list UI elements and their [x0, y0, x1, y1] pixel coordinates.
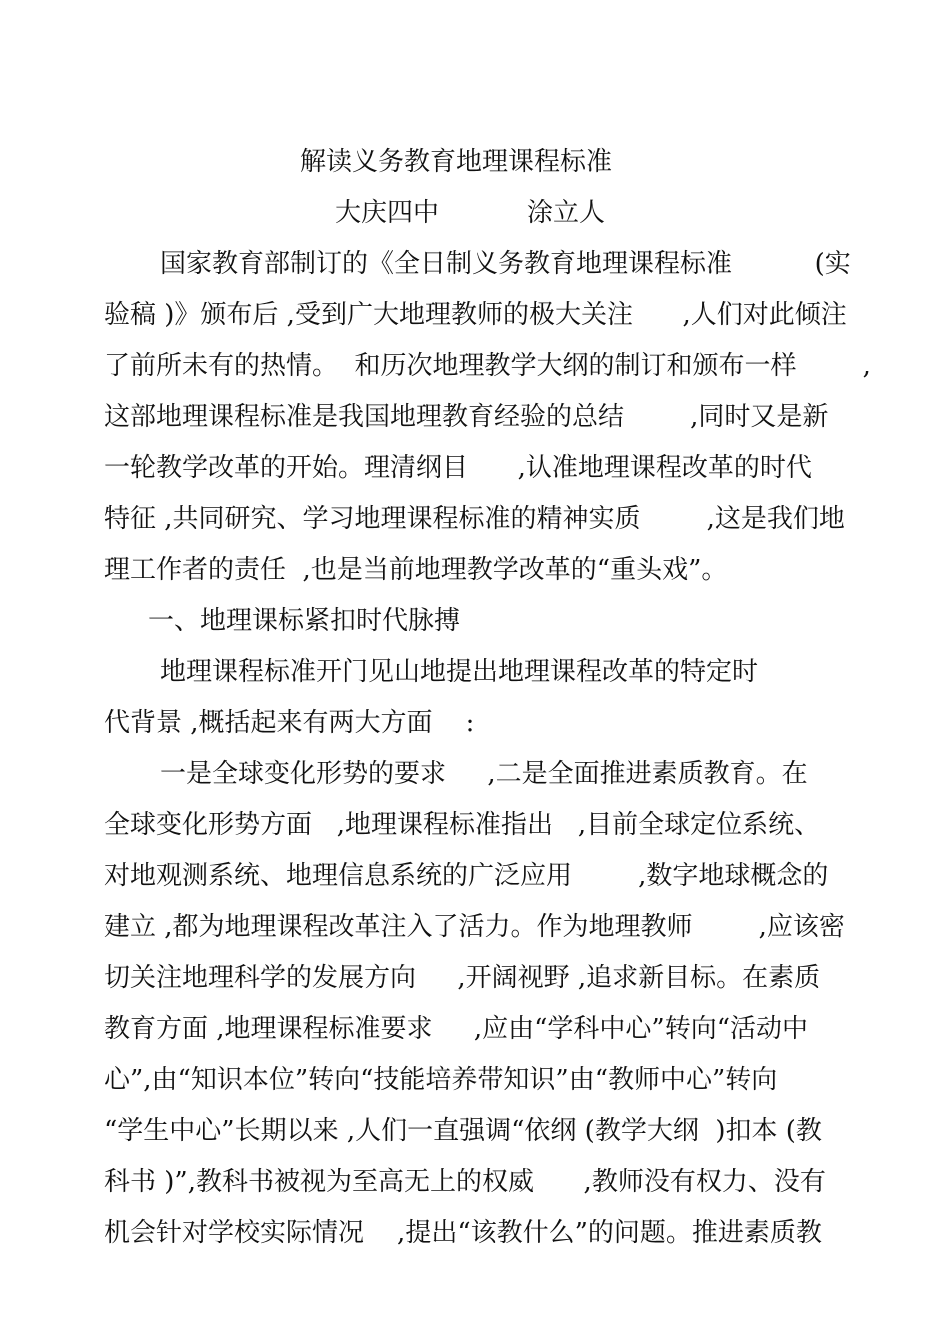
section-heading: 一、地理课标紧扣时代脉搏 [148, 606, 461, 636]
paragraph-line: 特征 ,共同研究、学习地理课程标准的精神实质 ,这是我们地 [104, 504, 845, 534]
paragraph-line: 切关注地理科学的发展方向 ,开阔视野 ,追求新目标。在素质 [104, 963, 821, 993]
paragraph-line: 科书 )”,教科书被视为至高无上的权威 ,教师没有权力、没有 [104, 1167, 826, 1197]
paragraph-line: 建立 ,都为地理课程改革注入了活力。作为地理教师 ,应该密 [104, 912, 845, 942]
paragraph-line: 验稿 )》颁布后 ,受到广大地理教师的极大关注 ,人们对此倾注 [104, 300, 847, 330]
author-name: 涂立人 [527, 198, 606, 228]
paragraph-line: 理工作者的责任 ,也是当前地理教学改革的“重头戏”。 [104, 555, 728, 585]
paragraph-line: “学生中心”长期以来 ,人们一直强调“依纲 (教学大纲 )扣本 (教 [104, 1116, 822, 1146]
paragraph-line: 对地观测系统、地理信息系统的广泛应用 ,数字地球概念的 [104, 861, 829, 891]
paragraph-line: 全球变化形势方面 ,地理课程标准指出 ,目前全球定位系统、 [104, 810, 821, 840]
paragraph-line: 代背景 ,概括起来有两大方面 : [104, 708, 475, 738]
paragraph-line: 地理课程标准开门见山地提出地理课程改革的特定时 [160, 657, 759, 687]
paragraph-line: 一是全球变化形势的要求 ,二是全面推进素质教育。在 [160, 759, 808, 789]
paragraph-line: 一轮教学改革的开始。理清纲目 ,认准地理课程改革的时代 [104, 453, 812, 483]
school-name: 大庆四中 [335, 198, 440, 228]
paragraph-line: 教育方面 ,地理课程标准要求 ,应由“学科中心”转向“活动中 [104, 1014, 808, 1044]
paragraph-line: 国家教育部制订的《全日制义务教育地理课程标准 (实 [160, 249, 851, 279]
paragraph-line: 了前所未有的热情。 和历次地理教学大纲的制订和颁布一样 , [104, 351, 871, 381]
document-title: 解读义务教育地理课程标准 [300, 147, 613, 177]
paragraph-line: 这部地理课程标准是我国地理教育经验的总结 ,同时又是新 [104, 402, 829, 432]
paragraph-line: 心”,由“知识本位”转向“技能培养带知识”由“教师中心”转向 [104, 1065, 778, 1095]
paragraph-line: 机会针对学校实际情况 ,提出“该教什么”的问题。推进素质教 [104, 1218, 822, 1248]
